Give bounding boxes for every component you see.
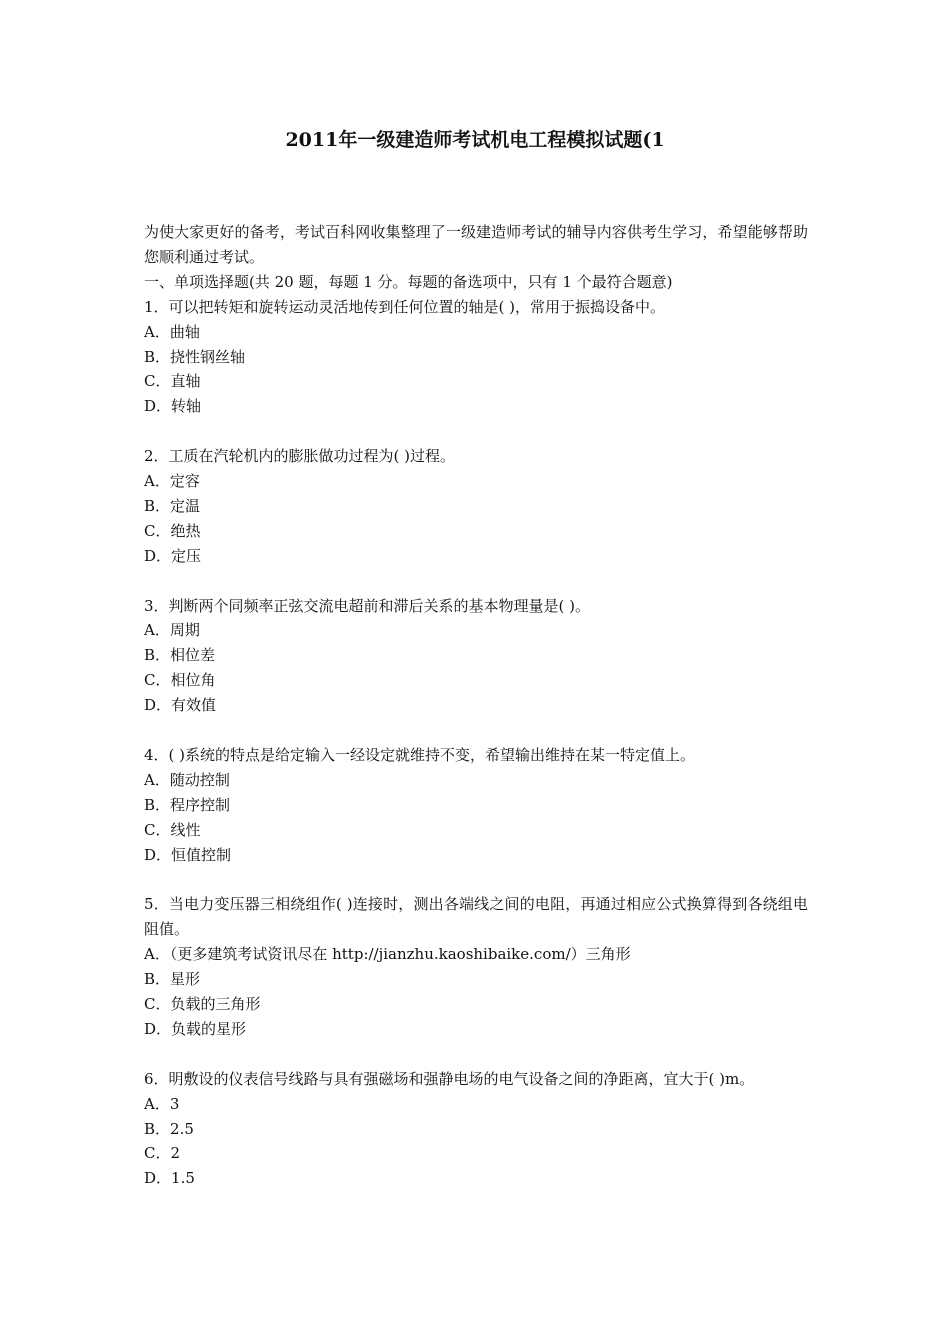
option-a: A．随动控制 — [144, 770, 230, 789]
question-2 — [144, 444, 808, 569]
option-d: D．转轴 — [144, 397, 202, 416]
question-text: 1．可以把转矩和旋转运动灵活地传到任何位置的轴是( )，常用于振捣设备中。 — [144, 297, 666, 316]
option-a: A．周期 — [144, 621, 200, 640]
option-b: B．程序控制 — [144, 795, 231, 814]
option-c: C．直轴 — [144, 372, 201, 391]
question-text: 3．判断两个同频率正弦交流电超前和滞后关系的基本物理量是( )。 — [144, 596, 591, 615]
option-d: D．负载的星形 — [144, 1019, 247, 1038]
spacer — [144, 868, 808, 893]
document-body — [144, 220, 808, 1191]
option-c: C．2 — [144, 1144, 181, 1163]
option-a: A．定容 — [144, 472, 200, 491]
intro-paragraph: 为使大家更好的备考，考试百科网收集整理了一级建造师考试的辅导内容供考生学习，希望能够帮助您顺利通过考试。 — [144, 223, 808, 266]
option-b: B．定温 — [144, 496, 201, 515]
option-a: A．（更多建筑考试资讯尽在 http://jianzhu.kaoshibaike.com/）三角形 — [144, 945, 631, 964]
spacer — [144, 718, 808, 743]
option-b: B．2.5 — [144, 1119, 194, 1138]
option-b: B．星形 — [144, 970, 201, 989]
option-b: B．挠性钢丝轴 — [144, 347, 246, 366]
option-a: A．3 — [144, 1094, 180, 1113]
option-c: C．相位角 — [144, 671, 216, 690]
question-6 — [144, 1067, 808, 1192]
section-heading: 一、单项选择题(共 20 题，每题 1 分。每题的备选项中，只有 1 个最符合题意) — [144, 272, 673, 291]
option-d: D．1.5 — [144, 1169, 195, 1188]
option-d: D．定压 — [144, 546, 202, 565]
question-text: 2．工质在汽轮机内的膨胀做功过程为( )过程。 — [144, 447, 456, 466]
spacer — [144, 419, 808, 444]
question-5 — [144, 892, 808, 1041]
spacer — [144, 569, 808, 594]
question-4 — [144, 743, 808, 868]
option-d: D．有效值 — [144, 696, 217, 715]
question-1 — [144, 295, 808, 420]
document-title: 2011年一级建造师考试机电工程模拟试题(1 — [285, 129, 665, 151]
option-d: D．恒值控制 — [144, 845, 232, 864]
spacer — [144, 1042, 808, 1067]
question-3 — [144, 594, 808, 719]
option-c: C．线性 — [144, 820, 201, 839]
question-text: 5．当电力变压器三相绕组作( )连接时，测出各端线之间的电阻，再通过相应公式换算得到各绕组电阻值。 — [144, 895, 808, 939]
option-b: B．相位差 — [144, 646, 216, 665]
option-c: C．绝热 — [144, 521, 201, 540]
question-text: 4．( )系统的特点是给定输入一经设定就维持不变，希望输出维持在某一特定值上。 — [144, 745, 696, 764]
option-c: C．负载的三角形 — [144, 995, 261, 1014]
question-text: 6．明敷设的仪表信号线路与具有强磁场和强静电场的电气设备之间的净距离，宜大于( )m。 — [144, 1069, 755, 1088]
option-a: A．曲轴 — [144, 322, 200, 341]
